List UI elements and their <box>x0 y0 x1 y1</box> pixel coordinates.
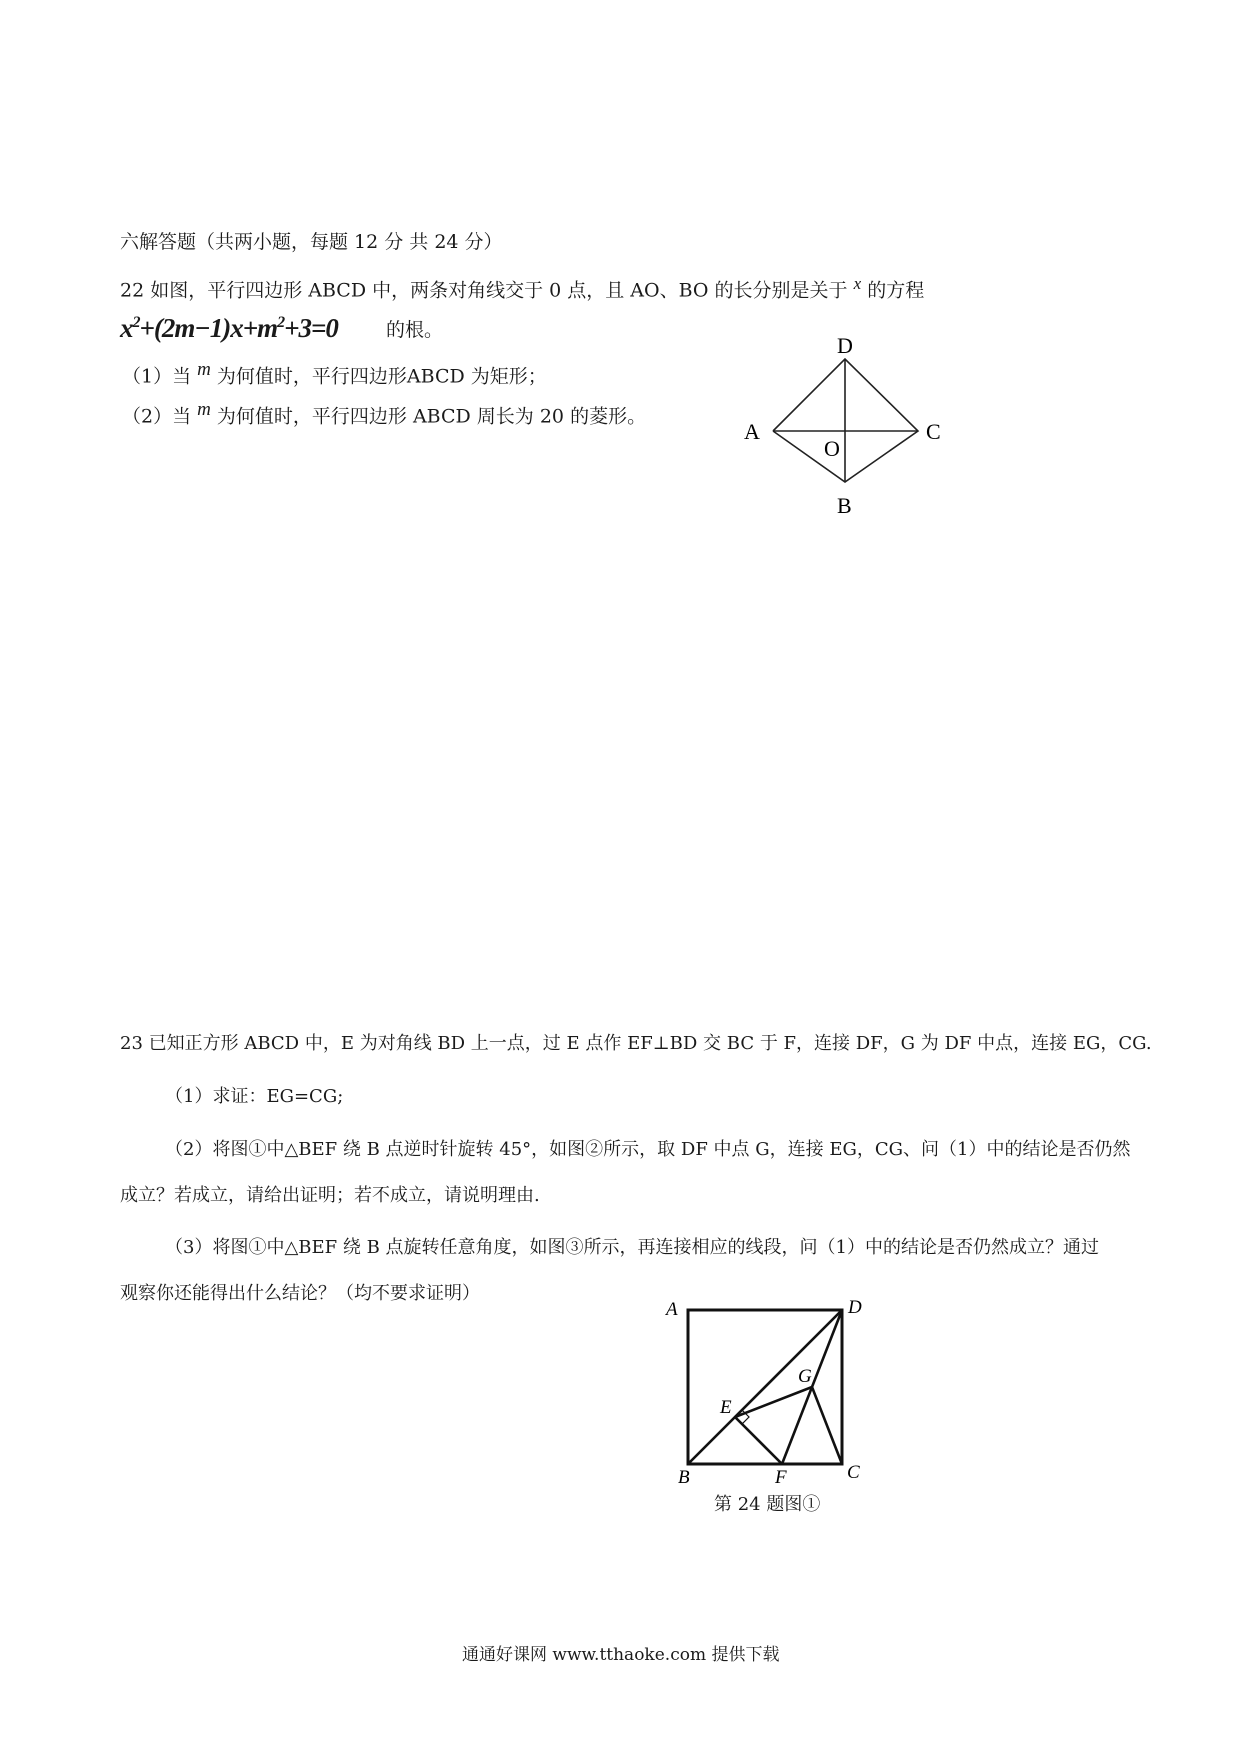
page-footer: 通通好课网 www.tthaoke.com 提供下载 <box>462 1645 780 1665</box>
q23-figure-caption: 第 24 题图① <box>714 1494 821 1515</box>
label-b: B <box>678 1467 690 1485</box>
label-c: C <box>926 419 941 444</box>
equation-part-c: +3=0 <box>284 313 338 343</box>
q23-figure <box>660 1295 890 1485</box>
q22-stem-line1 <box>120 270 924 304</box>
q22-part2-text-b: 为何值时，平行四边形 ABCD 周长为 20 的菱形。 <box>216 405 647 428</box>
q22-part2-var: m <box>197 399 211 420</box>
label-d: D <box>837 335 853 358</box>
label-e: E <box>720 1397 732 1418</box>
q22-stem-text-a: 22 如图，平行四边形 ABCD 中，两条对角线交于 0 点，且 AO、BO 的长分别是关于 <box>120 279 848 302</box>
label-g: G <box>798 1366 812 1387</box>
label-d: D <box>848 1297 862 1318</box>
q22-part1-text-a: （1）当 <box>122 365 192 388</box>
label-b: B <box>837 493 852 518</box>
q22-part2 <box>122 396 646 430</box>
q22-stem-text-b: 的方程 <box>867 279 925 302</box>
equation-sup-1: 2 <box>132 314 140 331</box>
label-a: A <box>744 419 760 444</box>
q22-part2-text-a: （2）当 <box>122 405 192 428</box>
q22-figure <box>730 335 970 525</box>
equation-part-b: +(2m−1)x+m <box>139 313 278 343</box>
equation-sup-2: 2 <box>277 314 285 331</box>
label-o: O <box>824 436 840 461</box>
q22-part1-text-b: 为何值时，平行四边形ABCD 为矩形； <box>216 365 547 388</box>
label-a: A <box>666 1299 678 1320</box>
label-c: C <box>847 1462 860 1483</box>
q23-part2-line2: 成立？若成立，请给出证明；若不成立，请说明理由. <box>120 1185 540 1206</box>
q22-equation <box>120 313 338 344</box>
label-f: F <box>775 1467 787 1485</box>
q23-part1: （1）求证：EG=CG; <box>165 1086 344 1107</box>
equation-part-a: x <box>120 313 133 343</box>
q23-part2-line1: （2）将图①中△BEF 绕 B 点逆时针旋转 45°，如图②所示，取 DF 中点 G，连接 EG，CG、问（1）中的结论是否仍然 <box>165 1139 1131 1160</box>
q22-stem-var: x <box>853 274 862 293</box>
q23-stem: 23 已知正方形 ABCD 中，E 为对角线 BD 上一点，过 E 点作 EF⊥BD 交 BC 于 F，连接 DF，G 为 DF 中点，连接 EG，CG. <box>120 1033 1152 1054</box>
q22-part1-var: m <box>197 359 211 380</box>
q22-part1 <box>122 356 547 390</box>
q23-part3-line1: （3）将图①中△BEF 绕 B 点旋转任意角度，如图③所示，再连接相应的线段，问（1）中的结论是否仍然成立？通过 <box>165 1237 1099 1258</box>
q23-part3-line2: 观察你还能得出什么结论？（均不要求证明） <box>120 1283 480 1304</box>
diagonal-bd <box>688 1310 842 1464</box>
segment-gc <box>812 1387 842 1464</box>
segment-eg <box>735 1387 812 1417</box>
q22-stem-line2: 的根。 <box>386 319 444 341</box>
section-heading: 六解答题（共两小题，每题 12 分 共 24 分） <box>120 231 503 253</box>
